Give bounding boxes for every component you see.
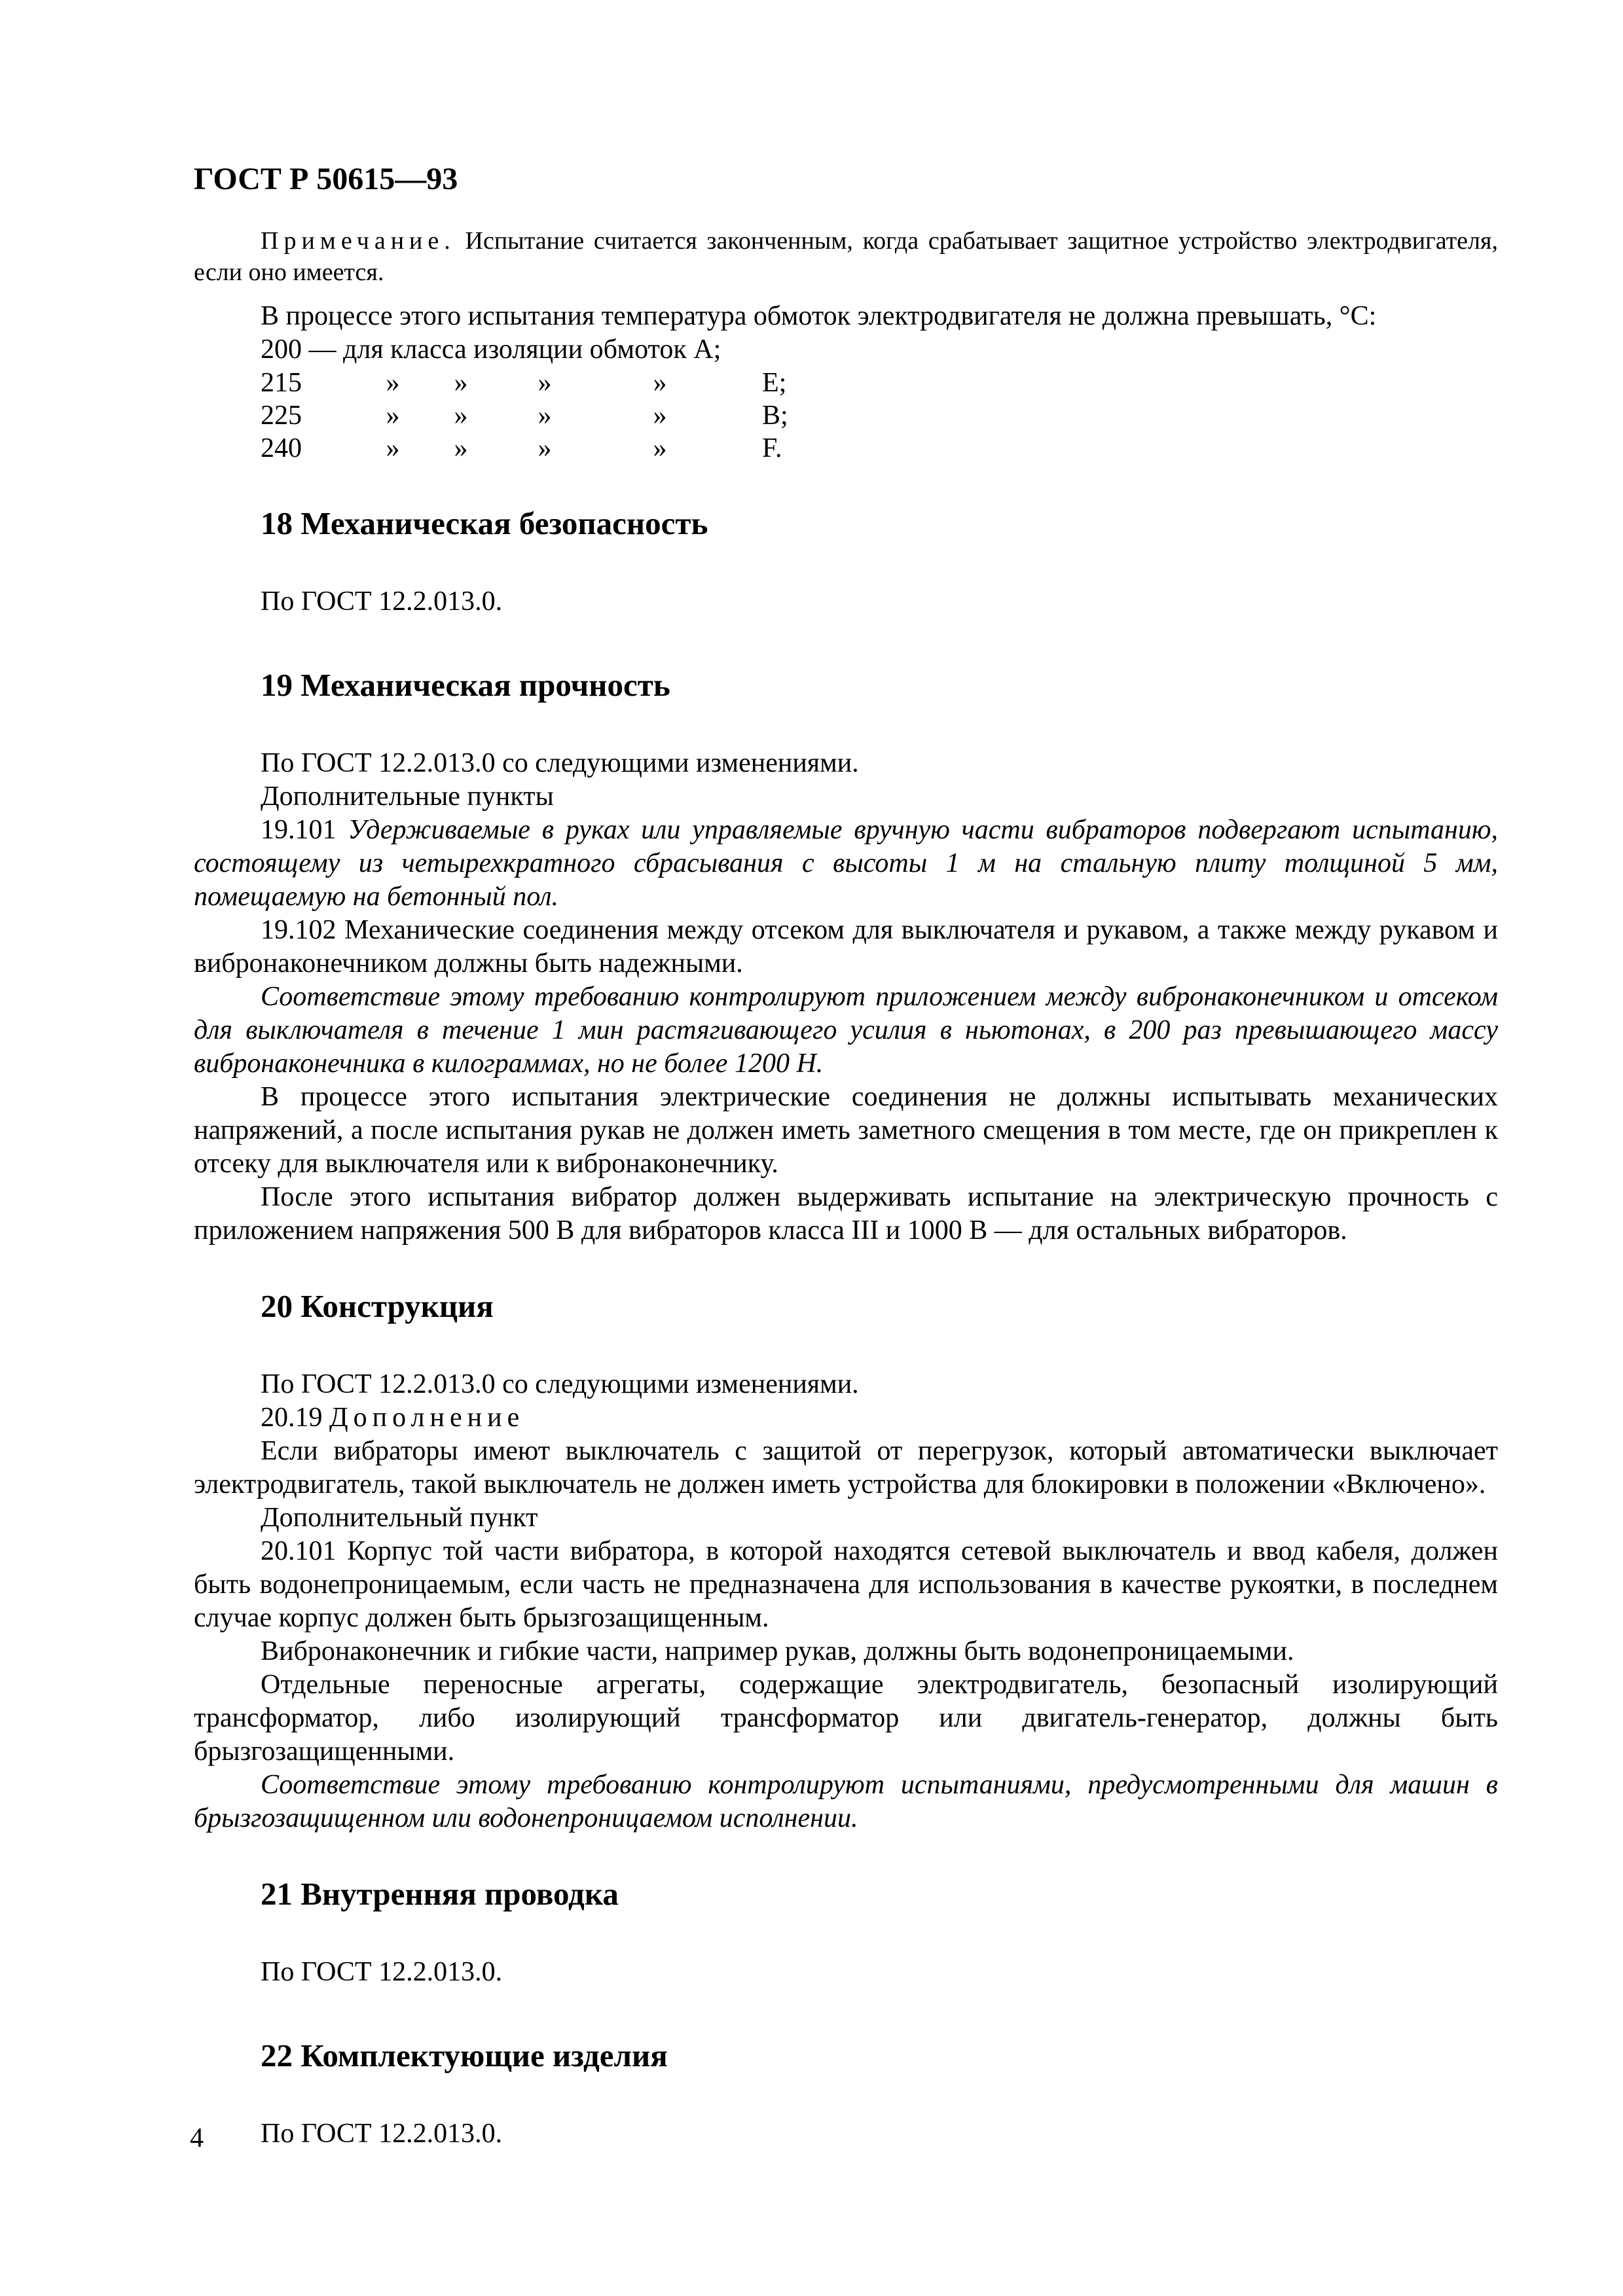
standard-code-header: ГОСТ Р 50615—93 (194, 162, 458, 196)
temperature-table (261, 367, 788, 465)
clause-20-19-addition: Дополнение (329, 1403, 525, 1433)
clause-19-after-test: После этого испытания вибратор должен выдерживать испытание на электрическую прочность с приложением напряжения 500 В для вибраторов класса III и 1000 В — для остальных вибраторов. (194, 1182, 1498, 1246)
section-22-text: По ГОСТ 12.2.013.0. (261, 2119, 503, 2149)
page-content (194, 225, 1498, 2151)
clause-19-101-text: Удерживаемые в руках или управляемые вручную части вибраторов подвергают испытанию, состоящему из четырехкратного сбрасывания с высоты 1 м на стальную плиту толщиной 5 мм, помещаемую на бетонный пол. (194, 815, 1498, 912)
temperature-value: 240 (261, 433, 302, 463)
insulation-class: В; (762, 401, 788, 431)
ditto-mark: » (454, 433, 468, 463)
clause-19-101-number: 19.101 (261, 815, 337, 845)
clause-19-102: 19.102 Механические соединения между отсеком для выключателя и рукавом, а также между рукавом и вибронаконечником должны быть надежными. (194, 915, 1498, 978)
ditto-mark: » (653, 368, 667, 398)
clause-19-101 (194, 814, 1498, 914)
table-row (261, 432, 788, 465)
ditto-mark: » (538, 433, 552, 463)
ditto-mark: » (454, 368, 468, 398)
temperature-first-row: 200 — для класса изоляции обмоток А; (261, 334, 721, 365)
section-19-intro: По ГОСТ 12.2.013.0 со следующими изменениями. (261, 748, 859, 778)
clause-20-101-tip: Вибронаконечник и гибкие части, например рукав, должны быть водонепроницаемыми. (261, 1636, 1294, 1666)
temperature-value: 215 (261, 368, 302, 398)
section-18-text: По ГОСТ 12.2.013.0. (261, 586, 503, 617)
clause-20-101: 20.101 Корпус той части вибратора, в которой находятся сетевой выключатель и ввод кабеля, должен быть водонепроницаемым, если часть не предназначена для использования в качестве рукоятки, в последнем случае корпус должен быть брызгозащищенным. (194, 1536, 1498, 1633)
note-text: Испытание считается законченным, когда срабатывает защитное устройство электродвигателя, если оно имеется. (194, 227, 1498, 286)
ditto-mark: » (653, 433, 667, 463)
temperature-value: 225 (261, 401, 302, 431)
clause-19-102-conformity: Соответствие этому требованию контролируют приложением между вибронаконечником и отсеком для выключателя в течение 1 мин растягивающего усилия в ньютонах, в 200 раз превышающего массу вибронаконечника в килограммах, но не более 1200 Н. (194, 982, 1498, 1079)
section-21-heading: 21 Внутренняя проводка (261, 1876, 619, 1912)
ditto-mark: » (454, 401, 468, 431)
section-18-heading: 18 Механическая безопасность (261, 505, 708, 541)
section-20-additional-label: Дополнительный пункт (261, 1503, 538, 1533)
ditto-mark: » (653, 401, 667, 431)
note-paragraph (194, 225, 1498, 288)
page-number: 4 (190, 2123, 204, 2153)
ditto-mark: » (386, 433, 400, 463)
temperature-intro: В процессе этого испытания температура обмоток электродвигателя не должна превышать, °С: (261, 301, 1377, 331)
section-22-heading: 22 Комплектующие изделия (261, 2037, 668, 2073)
section-19-heading: 19 Механическая прочность (261, 667, 670, 703)
clause-20-19-number: 20.19 (261, 1403, 323, 1433)
table-row (261, 399, 788, 432)
insulation-class: F. (762, 433, 782, 463)
clause-20-19-text: Если вибраторы имеют выключатель с защитой от перегрузок, который автоматически выключает электродвигатель, такой выключатель не должен иметь устройства для блокировки в положении «Включено». (194, 1436, 1498, 1499)
clause-19-during-test: В процессе этого испытания электрические соединения не должны испытывать механических напряжений, а после испытания рукав не должен иметь заметного смещения в том месте, где он прикреплен к отсеку для выключателя или к вибронаконечнику. (194, 1082, 1498, 1179)
section-20-heading: 20 Конструкция (261, 1288, 494, 1324)
note-label: Примечание. (261, 227, 456, 255)
ditto-mark: » (538, 401, 552, 431)
clause-20-19-label (194, 1401, 1498, 1435)
ditto-mark: » (386, 368, 400, 398)
section-20-intro: По ГОСТ 12.2.013.0 со следующими изменениями. (261, 1369, 859, 1399)
section-21-text: По ГОСТ 12.2.013.0. (261, 1957, 503, 1987)
table-row (261, 367, 788, 399)
clause-20-101-portable: Отдельные переносные агрегаты, содержащие электродвигатель, безопасный изолирующий трансформатор, либо изолирующий трансформатор или двигатель-генератор, должны быть брызгозащищенными. (194, 1670, 1498, 1767)
insulation-class: Е; (762, 368, 787, 398)
ditto-mark: » (386, 401, 400, 431)
clause-20-101-conformity: Соответствие этому требованию контролируют испытаниями, предусмотренными для машин в брызгозащищенном или водонепроницаемом исполнении. (194, 1770, 1498, 1833)
ditto-mark: » (538, 368, 552, 398)
section-19-additional-label: Дополнительные пункты (261, 781, 554, 812)
